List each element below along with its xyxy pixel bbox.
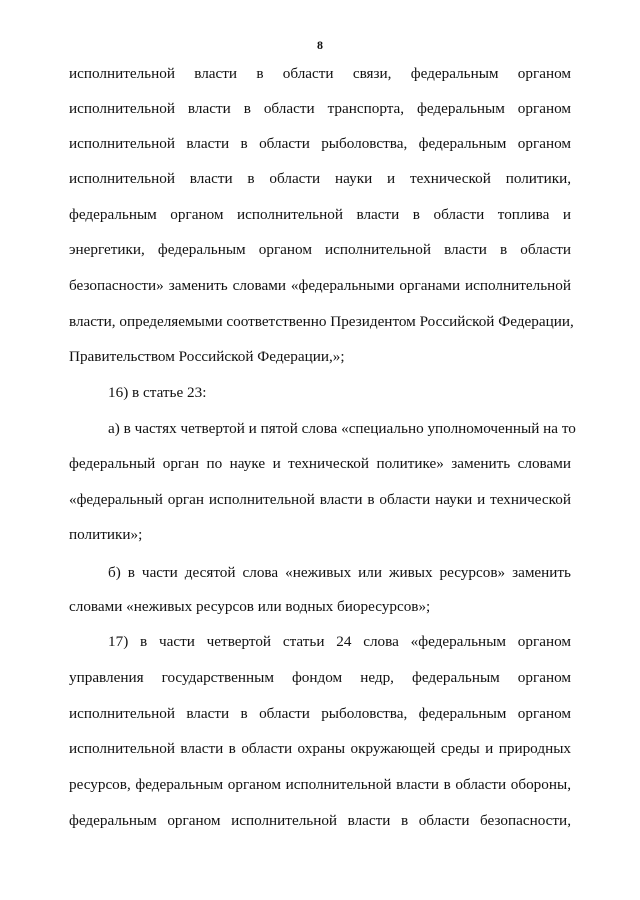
text-line: ресурсов, федеральным органом исполнительной власти в области обороны, bbox=[69, 776, 571, 793]
page-number: 8 bbox=[317, 38, 323, 52]
item-heading: 16) в статье 23: bbox=[108, 384, 207, 401]
text-line: безопасности» заменить словами «федеральными органами исполнительной bbox=[69, 277, 571, 294]
text-line: федеральным органом исполнительной власти в области безопасности, bbox=[69, 812, 571, 829]
text-line: власти, определяемыми соответственно Президентом Российской Федерации, bbox=[69, 313, 574, 330]
text-line: исполнительной власти в области охраны окружающей среды и природных bbox=[69, 740, 571, 757]
text-line: исполнительной власти в области науки и технической политики, bbox=[69, 170, 571, 187]
text-line: 17) в части четвертой статьи 24 слова «федеральным органом bbox=[108, 633, 571, 650]
text-line: Правительством Российской Федерации,»; bbox=[69, 348, 345, 365]
text-line: а) в частях четвертой и пятой слова «специально уполномоченный на то bbox=[108, 420, 576, 437]
text-line: «федеральный орган исполнительной власти в области науки и технической bbox=[69, 491, 571, 508]
text-line: исполнительной власти в области рыболовства, федеральным органом bbox=[69, 135, 571, 152]
text-line: федеральным органом исполнительной власти в области топлива и bbox=[69, 206, 571, 223]
text-line: исполнительной власти в области связи, федеральным органом bbox=[69, 65, 571, 82]
text-line: управления государственным фондом недр, федеральным органом bbox=[69, 669, 571, 686]
text-line: федеральный орган по науке и технической политике» заменить словами bbox=[69, 455, 571, 472]
text-line: политики»; bbox=[69, 526, 143, 543]
text-line: исполнительной власти в области транспорта, федеральным органом bbox=[69, 100, 571, 117]
text-line: энергетики, федеральным органом исполнительной власти в области bbox=[69, 241, 571, 258]
text-line: б) в части десятой слова «неживых или живых ресурсов» заменить bbox=[108, 564, 571, 581]
text-line: словами «неживых ресурсов или водных биоресурсов»; bbox=[69, 598, 431, 615]
text-line: исполнительной власти в области рыболовства, федеральным органом bbox=[69, 705, 571, 722]
